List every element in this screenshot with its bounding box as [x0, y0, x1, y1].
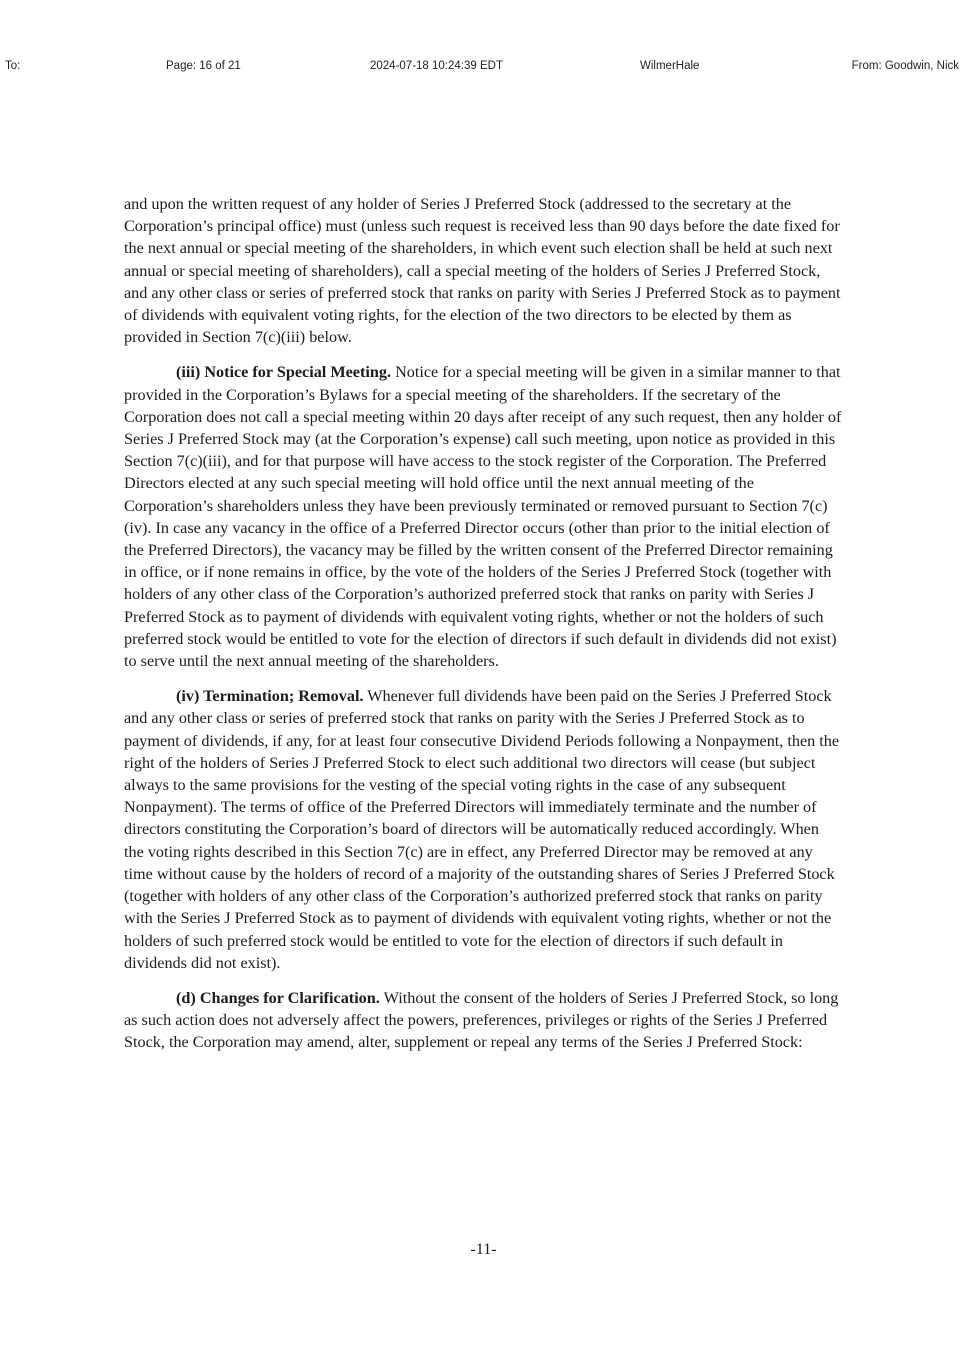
fax-to-field: To: [5, 60, 21, 72]
paragraph-text: Without the consent of the holders of Series J Preferred Stock, so long as such action does not adversely affect the powers, preferences, privileges or rights of the Series J Preferred Stock, the Corporation may amend, alter, supplement or repeal any terms of the Series J Preferred Stock: [124, 988, 839, 1052]
fax-page-count: Page: 16 of 21 [166, 60, 241, 72]
paragraph-notice-special-meeting [124, 361, 842, 672]
section-heading-notice-special-meeting: (iii) Notice for Special Meeting. [176, 363, 392, 382]
paragraph-text: Notice for a special meeting will be given in a similar manner to that provided in the Corporation’s Bylaws for a special meeting of the shareholders. If the secretary of the Corporation does not call a special meeting within 20 days after receipt of any such request, then any holder of Series J Preferred Stock may (at the Corporation’s expense) call such meeting, upon notice as provided in this Section 7(c)(iii), and for that purpose will have access to the stock register of the Corporation. The Preferred Directors elected at any such special meeting will hold office until the next annual meeting of the Corporation’s shareholders unless they have been previously terminated or removed pursuant to Section 7(c)(iv). In case any vacancy in the office of a Preferred Director occurs (other than prior to the initial election of the Preferred Directors), the vacancy may be filled by the written consent of the Preferred Director remaining in office, or if none remains in office, by the vote of the holders of the Series J Preferred Stock (together with holders of any other class of the Corporation’s authorized preferred stock that ranks on parity with Series J Preferred Stock as to payment of dividends with equivalent voting rights, whether or not the holders of such preferred stock would be entitled to vote for the election of directors if such default in dividends did not exist) to serve until the next annual meeting of the shareholders. [124, 363, 842, 671]
paragraph-continuation: and upon the written request of any holder of Series J Preferred Stock (addressed to the secretary at the Corporation’s principal office) must (unless such request is received less than 90 days before the date fixed for the next annual or special meeting of the shareholders, in which event such election shall be held at such next annual or special meeting of shareholders), call a special meeting of the holders of Series J Preferred Stock, and any other class or series of preferred stock that ranks on parity with Series J Preferred Stock as to payment of dividends with equivalent voting rights, for the election of the two directors to be elected by them as provided in Section 7(c)(iii) below. [124, 195, 841, 347]
page-number: -11- [470, 1240, 497, 1258]
paragraph-changes-clarification [124, 987, 842, 1054]
paragraph-termination-removal [124, 685, 842, 974]
fax-firm-name: WilmerHale [640, 60, 700, 72]
fax-from-field: From: Goodwin, Nick [851, 60, 959, 72]
section-heading-changes-clarification: (d) Changes for Clarification. [176, 988, 380, 1007]
document-body [124, 193, 842, 1067]
fax-header [0, 60, 967, 76]
paragraph-text: Whenever full dividends have been paid on the Series J Preferred Stock and any other class or series of preferred stock that ranks on parity with the Series J Preferred Stock as to payment of dividends, if any, for at least four consecutive Dividend Periods following a Nonpayment, then the right of the holders of Series J Preferred Stock to elect such additional two directors will cease (but subject always to the same provisions for the vesting of the special voting rights in the case of any subsequent Nonpayment). The terms of office of the Preferred Directors will immediately terminate and the number of directors constituting the Corporation’s board of directors will be automatically reduced accordingly. When the voting rights described in this Section 7(c) are in effect, any Preferred Director may be removed at any time without cause by the holders of record of a majority of the outstanding shares of Series J Preferred Stock (together with holders of any other class of the Corporation’s authorized preferred stock that ranks on parity with the Series J Preferred Stock as to payment of dividends with equivalent voting rights, whether or not the holders of such preferred stock would be entitled to vote for the election of directors if such default in dividends did not exist). [124, 687, 840, 972]
fax-timestamp: 2024-07-18 10:24:39 EDT [370, 60, 503, 72]
section-heading-termination-removal: (iv) Termination; Removal. [176, 687, 364, 706]
